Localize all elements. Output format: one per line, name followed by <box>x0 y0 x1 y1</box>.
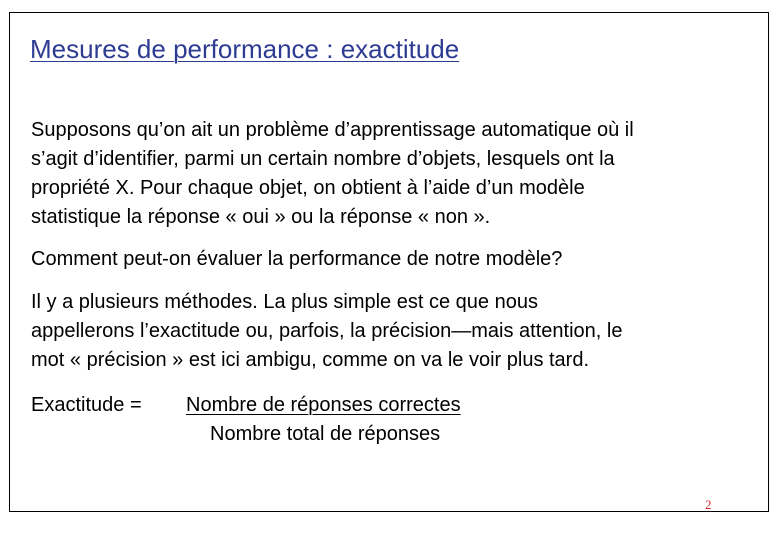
paragraph-question <box>31 245 766 274</box>
slide-title: Mesures de performance : exactitude <box>30 34 460 64</box>
paragraph-line: Supposons qu’on ait un problème d’apprentissage automatique où il <box>31 119 634 141</box>
formula-denominator: Nombre total de réponses <box>210 423 441 445</box>
paragraph-methods <box>31 288 766 375</box>
formula-label: Exactitude = <box>31 394 142 416</box>
paragraph-problem-statement <box>31 116 766 232</box>
paragraph-line: s’agit d’identifier, parmi un certain nombre d’objets, lesquels ont la <box>31 148 615 170</box>
paragraph-line: propriété X. Pour chaque objet, on obtient à l’aide d’un modèle <box>31 177 585 199</box>
paragraph-line: mot « précision » est ici ambigu, comme on va le voir plus tard. <box>31 349 590 371</box>
paragraph-line: Il y a plusieurs méthodes. La plus simple est ce que nous <box>31 291 538 313</box>
formula-numerator: Nombre de réponses correctes <box>186 394 461 416</box>
page-number: 2 <box>705 497 712 512</box>
paragraph-line: appellerons l’exactitude ou, parfois, la précision—mais attention, le <box>31 320 623 342</box>
paragraph-line: Comment peut-on évaluer la performance de notre modèle? <box>31 248 563 270</box>
paragraph-line: statistique la réponse « oui » ou la réponse « non ». <box>31 206 491 228</box>
slide-frame <box>9 12 769 512</box>
